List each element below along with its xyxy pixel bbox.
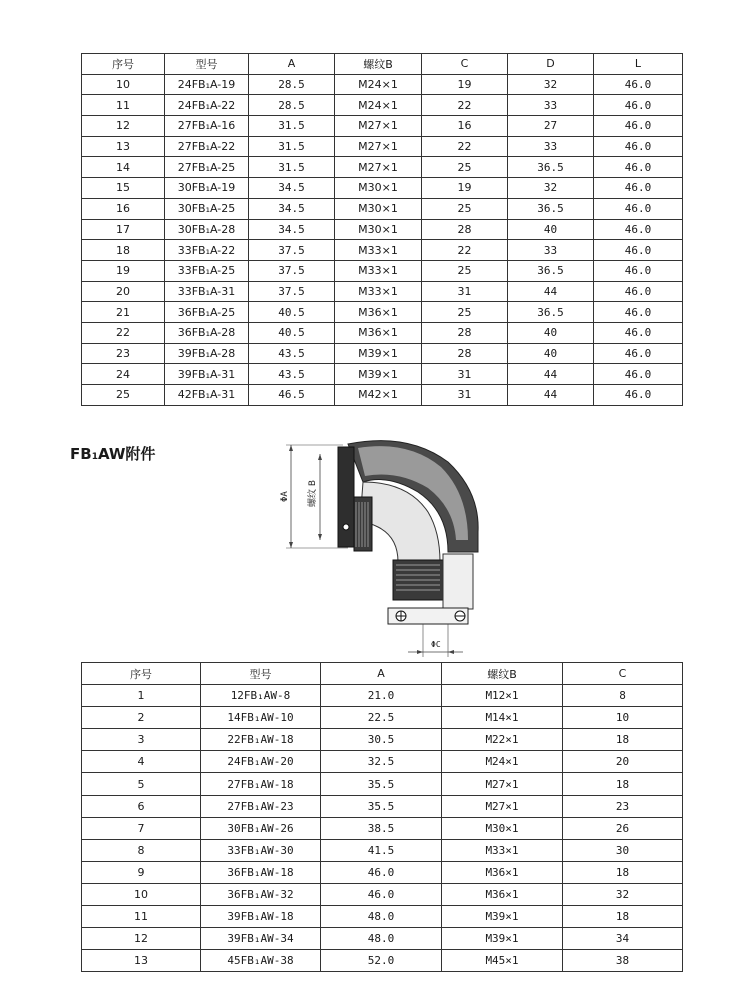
table-row	[82, 685, 683, 707]
table-cell: M27×1	[335, 157, 422, 178]
table-cell: 1	[82, 685, 201, 707]
table-cell: M39×1	[442, 928, 563, 950]
table-cell: 46.0	[321, 883, 442, 905]
table-cell: 33FB₁A-31	[165, 281, 249, 302]
table-cell: 27FB₁AW-23	[201, 795, 321, 817]
table-cell: 18	[563, 773, 683, 795]
table-cell: 37.5	[249, 281, 335, 302]
table-cell: 27FB₁A-16	[165, 116, 249, 137]
table-cell: 36.5	[508, 157, 594, 178]
table-cell: 22	[422, 240, 508, 261]
table-cell: 6	[82, 795, 201, 817]
table-cell: 24	[82, 364, 165, 385]
table-cell: 37.5	[249, 260, 335, 281]
table-cell: 21.0	[321, 685, 442, 707]
table-cell: 30FB₁A-25	[165, 198, 249, 219]
table-cell: 14	[82, 157, 165, 178]
table-cell: M39×1	[442, 906, 563, 928]
table-row	[82, 707, 683, 729]
table-cell: 28.5	[249, 95, 335, 116]
header-a: A	[249, 54, 335, 75]
table-cell: M24×1	[335, 95, 422, 116]
table-row	[82, 729, 683, 751]
table-cell: 38.5	[321, 817, 442, 839]
table-cell: M36×1	[442, 861, 563, 883]
table-row	[82, 839, 683, 861]
table-header-row	[82, 663, 683, 685]
table-cell: 32	[508, 74, 594, 95]
table-cell: 15	[82, 178, 165, 199]
table-row	[82, 950, 683, 972]
table-cell: 31.5	[249, 136, 335, 157]
table-cell: M36×1	[335, 302, 422, 323]
table-cell: 37.5	[249, 240, 335, 261]
table-row	[82, 883, 683, 905]
table-cell: 40.5	[249, 322, 335, 343]
table-cell: 46.0	[594, 260, 683, 281]
table-cell: 20	[563, 751, 683, 773]
header-serial: 序号	[82, 663, 201, 685]
table-cell: 22	[422, 95, 508, 116]
table-cell: 25	[422, 198, 508, 219]
table-cell: 21	[82, 302, 165, 323]
table-cell: 40	[508, 322, 594, 343]
header-thread-b: 螺纹B	[335, 54, 422, 75]
table-cell: M27×1	[335, 116, 422, 137]
table-row	[82, 116, 683, 137]
table-cell: 13	[82, 950, 201, 972]
header-d: D	[508, 54, 594, 75]
table-cell: M30×1	[335, 198, 422, 219]
table-row	[82, 95, 683, 116]
table-cell: 19	[422, 178, 508, 199]
table-cell: 12	[82, 116, 165, 137]
table-cell: 13	[82, 136, 165, 157]
table-cell: 30FB₁AW-26	[201, 817, 321, 839]
table-cell: 19	[82, 260, 165, 281]
section-title: FB1AW附件	[70, 445, 156, 463]
table-cell: 36.5	[508, 260, 594, 281]
table-row	[82, 240, 683, 261]
table-cell: 46.0	[594, 385, 683, 406]
table-cell: 36.5	[508, 302, 594, 323]
table-cell: 28	[422, 322, 508, 343]
table-cell: M39×1	[335, 343, 422, 364]
table-row	[82, 795, 683, 817]
table-cell: 33FB₁AW-30	[201, 839, 321, 861]
table-header-row	[82, 54, 683, 75]
table-cell: 10	[82, 883, 201, 905]
table-cell: M22×1	[442, 729, 563, 751]
header-model: 型号	[201, 663, 321, 685]
table-cell: M33×1	[335, 240, 422, 261]
table-cell: 2	[82, 707, 201, 729]
table-cell: 46.0	[594, 74, 683, 95]
table-row	[82, 751, 683, 773]
table-cell: 44	[508, 385, 594, 406]
table-row	[82, 343, 683, 364]
table-cell: 16	[82, 198, 165, 219]
table-cell: 25	[422, 302, 508, 323]
table-cell: 31	[422, 385, 508, 406]
table-cell: 25	[82, 385, 165, 406]
table-cell: 28	[422, 219, 508, 240]
table-cell: 30.5	[321, 729, 442, 751]
table-cell: 19	[422, 74, 508, 95]
table-cell: 46.0	[594, 322, 683, 343]
table-cell: 46.0	[594, 302, 683, 323]
table-cell: 34	[563, 928, 683, 950]
dimension-c-label: ΦC	[431, 640, 441, 649]
table-cell: 28	[422, 343, 508, 364]
table-cell: 23	[563, 795, 683, 817]
table-cell: 22.5	[321, 707, 442, 729]
table-cell: M24×1	[442, 751, 563, 773]
table-cell: 43.5	[249, 364, 335, 385]
table-cell: M36×1	[442, 883, 563, 905]
table-cell: 36FB₁A-25	[165, 302, 249, 323]
table-cell: 38	[563, 950, 683, 972]
table-cell: 46.0	[594, 364, 683, 385]
table-row	[82, 281, 683, 302]
table-row	[82, 136, 683, 157]
table-cell: M33×1	[442, 839, 563, 861]
table-cell: M33×1	[335, 281, 422, 302]
table-cell: 5	[82, 773, 201, 795]
table-cell: 39FB₁A-28	[165, 343, 249, 364]
table-cell: M30×1	[335, 178, 422, 199]
table-cell: 33	[508, 136, 594, 157]
table-cell: 34.5	[249, 178, 335, 199]
table-cell: 18	[563, 906, 683, 928]
table-cell: 36FB₁AW-32	[201, 883, 321, 905]
table-cell: 22FB₁AW-18	[201, 729, 321, 751]
header-model: 型号	[165, 54, 249, 75]
table-cell: M39×1	[335, 364, 422, 385]
table-cell: M27×1	[335, 136, 422, 157]
table-cell: 46.0	[594, 240, 683, 261]
table-cell: 36FB₁A-28	[165, 322, 249, 343]
table-cell: 48.0	[321, 906, 442, 928]
table-cell: 12FB₁AW-8	[201, 685, 321, 707]
table-cell: 46.0	[594, 343, 683, 364]
table-cell: 42FB₁A-31	[165, 385, 249, 406]
table-cell: M33×1	[335, 260, 422, 281]
table-cell: 27FB₁A-25	[165, 157, 249, 178]
table-cell: 41.5	[321, 839, 442, 861]
table-cell: 23	[82, 343, 165, 364]
table-cell: 35.5	[321, 795, 442, 817]
table-row	[82, 198, 683, 219]
table-cell: 33	[508, 95, 594, 116]
header-a: A	[321, 663, 442, 685]
table-cell: 30	[563, 839, 683, 861]
table-cell: 33FB₁A-22	[165, 240, 249, 261]
table-row	[82, 74, 683, 95]
table-cell: 46.0	[594, 95, 683, 116]
table-cell: 27FB₁A-22	[165, 136, 249, 157]
table-cell: 32	[508, 178, 594, 199]
table-cell: 48.0	[321, 928, 442, 950]
table-row	[82, 817, 683, 839]
table-cell: 31	[422, 281, 508, 302]
table-cell: 31	[422, 364, 508, 385]
table-cell: M45×1	[442, 950, 563, 972]
table-cell: M36×1	[335, 322, 422, 343]
table-cell: 34.5	[249, 198, 335, 219]
table-cell: 24FB₁AW-20	[201, 751, 321, 773]
table-row	[82, 302, 683, 323]
table-cell: M42×1	[335, 385, 422, 406]
table-cell: 40	[508, 343, 594, 364]
table-cell: 44	[508, 281, 594, 302]
table-cell: 12	[82, 928, 201, 950]
spec-table-fb1a	[81, 53, 683, 406]
table-cell: M27×1	[442, 773, 563, 795]
table-cell: 3	[82, 729, 201, 751]
table-cell: 25	[422, 157, 508, 178]
table-cell: 46.0	[594, 198, 683, 219]
table-cell: 9	[82, 861, 201, 883]
table-cell: 31.5	[249, 116, 335, 137]
table-cell: 46.0	[594, 219, 683, 240]
table-cell: 45FB₁AW-38	[201, 950, 321, 972]
table-cell: 22	[82, 322, 165, 343]
table-row	[82, 178, 683, 199]
table-cell: 16	[422, 116, 508, 137]
table-row	[82, 219, 683, 240]
table-cell: 35.5	[321, 773, 442, 795]
table-cell: 33FB₁A-25	[165, 260, 249, 281]
table-cell: 32.5	[321, 751, 442, 773]
table-cell: 28.5	[249, 74, 335, 95]
table-cell: 20	[82, 281, 165, 302]
header-c: C	[563, 663, 683, 685]
table-cell: 39FB₁AW-18	[201, 906, 321, 928]
table-cell: 24FB₁A-22	[165, 95, 249, 116]
table-row	[82, 322, 683, 343]
table-row	[82, 861, 683, 883]
table-cell: 18	[82, 240, 165, 261]
table-row	[82, 773, 683, 795]
spec-table-fb1aw	[81, 662, 683, 972]
connector-drawing	[268, 432, 483, 657]
header-l: L	[594, 54, 683, 75]
table-cell: 10	[563, 707, 683, 729]
table-cell: 24FB₁A-19	[165, 74, 249, 95]
table-cell: 18	[563, 861, 683, 883]
table-row	[82, 364, 683, 385]
table-cell: 52.0	[321, 950, 442, 972]
table-cell: 11	[82, 95, 165, 116]
table-cell: 46.0	[594, 178, 683, 199]
table-cell: 46.5	[249, 385, 335, 406]
table-cell: 8	[563, 685, 683, 707]
table-row	[82, 157, 683, 178]
table-cell: 14FB₁AW-10	[201, 707, 321, 729]
table-cell: 39FB₁A-31	[165, 364, 249, 385]
table-cell: 44	[508, 364, 594, 385]
table-cell: 46.0	[594, 136, 683, 157]
table-cell: 33	[508, 240, 594, 261]
table-cell: 4	[82, 751, 201, 773]
table-row	[82, 906, 683, 928]
table-cell: 18	[563, 729, 683, 751]
table-cell: 39FB₁AW-34	[201, 928, 321, 950]
table-cell: 26	[563, 817, 683, 839]
header-thread-b: 螺纹B	[442, 663, 563, 685]
table-cell: 34.5	[249, 219, 335, 240]
table-row	[82, 385, 683, 406]
table-cell: 46.0	[321, 861, 442, 883]
dimension-b-label: 螺纹 B	[308, 479, 318, 507]
table-cell: 40	[508, 219, 594, 240]
table-cell: 8	[82, 839, 201, 861]
table-cell: M14×1	[442, 707, 563, 729]
table-cell: 36.5	[508, 198, 594, 219]
dimension-a-label: ΦA	[280, 491, 290, 502]
table-cell: M24×1	[335, 74, 422, 95]
table-cell: 22	[422, 136, 508, 157]
table-cell: M27×1	[442, 795, 563, 817]
table-row	[82, 260, 683, 281]
header-c: C	[422, 54, 508, 75]
table-cell: 46.0	[594, 157, 683, 178]
table-cell: 43.5	[249, 343, 335, 364]
table-cell: M30×1	[442, 817, 563, 839]
table-cell: 46.0	[594, 281, 683, 302]
table-cell: 32	[563, 883, 683, 905]
table-cell: 10	[82, 74, 165, 95]
table-cell: 27	[508, 116, 594, 137]
table-cell: 27FB₁AW-18	[201, 773, 321, 795]
table-cell: M30×1	[335, 219, 422, 240]
table-cell: 11	[82, 906, 201, 928]
table-cell: M12×1	[442, 685, 563, 707]
table-cell: 25	[422, 260, 508, 281]
table-cell: 7	[82, 817, 201, 839]
header-serial: 序号	[82, 54, 165, 75]
table-cell: 40.5	[249, 302, 335, 323]
table-cell: 30FB₁A-19	[165, 178, 249, 199]
table-cell: 17	[82, 219, 165, 240]
table-cell: 36FB₁AW-18	[201, 861, 321, 883]
table-row	[82, 928, 683, 950]
table-cell: 46.0	[594, 116, 683, 137]
table-cell: 30FB₁A-28	[165, 219, 249, 240]
table-cell: 31.5	[249, 157, 335, 178]
